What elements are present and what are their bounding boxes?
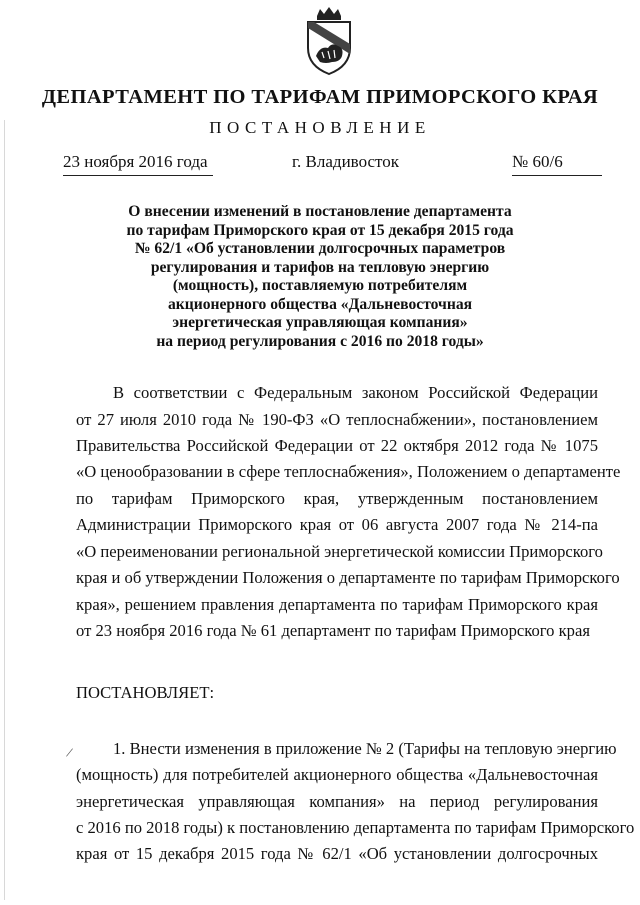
coat-of-arms-icon [302, 6, 356, 76]
heading-line: (мощность), поставляемую потребителям [172, 277, 468, 294]
heading-line: по тарифам Приморского края от 15 декабря 2015 года [126, 221, 514, 239]
heading-line: акционерного общества «Дальневосточная [167, 295, 473, 313]
item-line: 1. Внести изменения в приложение № 2 (Тарифы на тепловую энергию [113, 739, 617, 758]
item-line: края от 15 декабря 2015 года № 62/1 «Об установлении долгосрочных [76, 844, 598, 863]
preamble-line: В соответствии с Федеральным законом Российской Федерации [113, 383, 598, 402]
margin-pen-mark: / [64, 745, 74, 762]
preamble-line: «О ценообразовании в сфере теплоснабжения», Положением о департаменте [76, 462, 621, 481]
heading-line: О внесении изменений в постановление департамента [128, 203, 512, 220]
heading-line: энергетическая управляющая компания» [172, 314, 468, 331]
heading-line: регулирования и тарифов на тепловую энергию [150, 258, 490, 276]
document-number: № 60/6 [512, 152, 602, 176]
item-line: (мощность) для потребителей акционерного общества «Дальневосточная [76, 765, 598, 784]
preamble-line: Администрации Приморского края от 06 августа 2007 года № 214-па [76, 515, 598, 534]
preamble-line: края», решением правления департамента по тарифам Приморского края [76, 595, 598, 614]
document-heading [60, 203, 580, 351]
preamble-line: от 23 ноября 2016 года № 61 департамент по тарифам Приморского края [76, 621, 590, 640]
item-line: с 2016 по 2018 годы) к постановлению департамента по тарифам Приморского [76, 818, 635, 837]
heading-line: на период регулирования с 2016 по 2018 годы» [156, 332, 484, 350]
department-title: ДЕПАРТАМЕНТ ПО ТАРИФАМ ПРИМОРСКОГО КРАЯ [41, 86, 599, 108]
preamble-line: от 27 июля 2010 года № 190-ФЗ «О теплоснабжении», постановлением [76, 410, 598, 429]
document-type: ПОСТАНОВЛЕНИЕ [209, 118, 431, 137]
preamble-line: по тарифам Приморского края, утвержденным постановлением [76, 489, 598, 508]
scan-edge-line [4, 120, 5, 900]
document-city: г. Владивосток [292, 152, 400, 171]
document-date: 23 ноября 2016 года [63, 152, 213, 176]
preamble-line: «О переименовании региональной энергетической комиссии Приморского [76, 542, 603, 561]
decree-word: ПОСТАНОВЛЯЕТ: [76, 683, 215, 702]
preamble-line: края и об утверждении Положения о департаменте по тарифам Приморского [76, 568, 620, 587]
preamble-line: Правительства Российской Федерации от 22 октября 2012 года № 1075 [76, 436, 598, 455]
item-line: энергетическая управляющая компания» на период регулирования [76, 792, 598, 811]
heading-line: № 62/1 «Об установлении долгосрочных параметров [134, 240, 506, 257]
